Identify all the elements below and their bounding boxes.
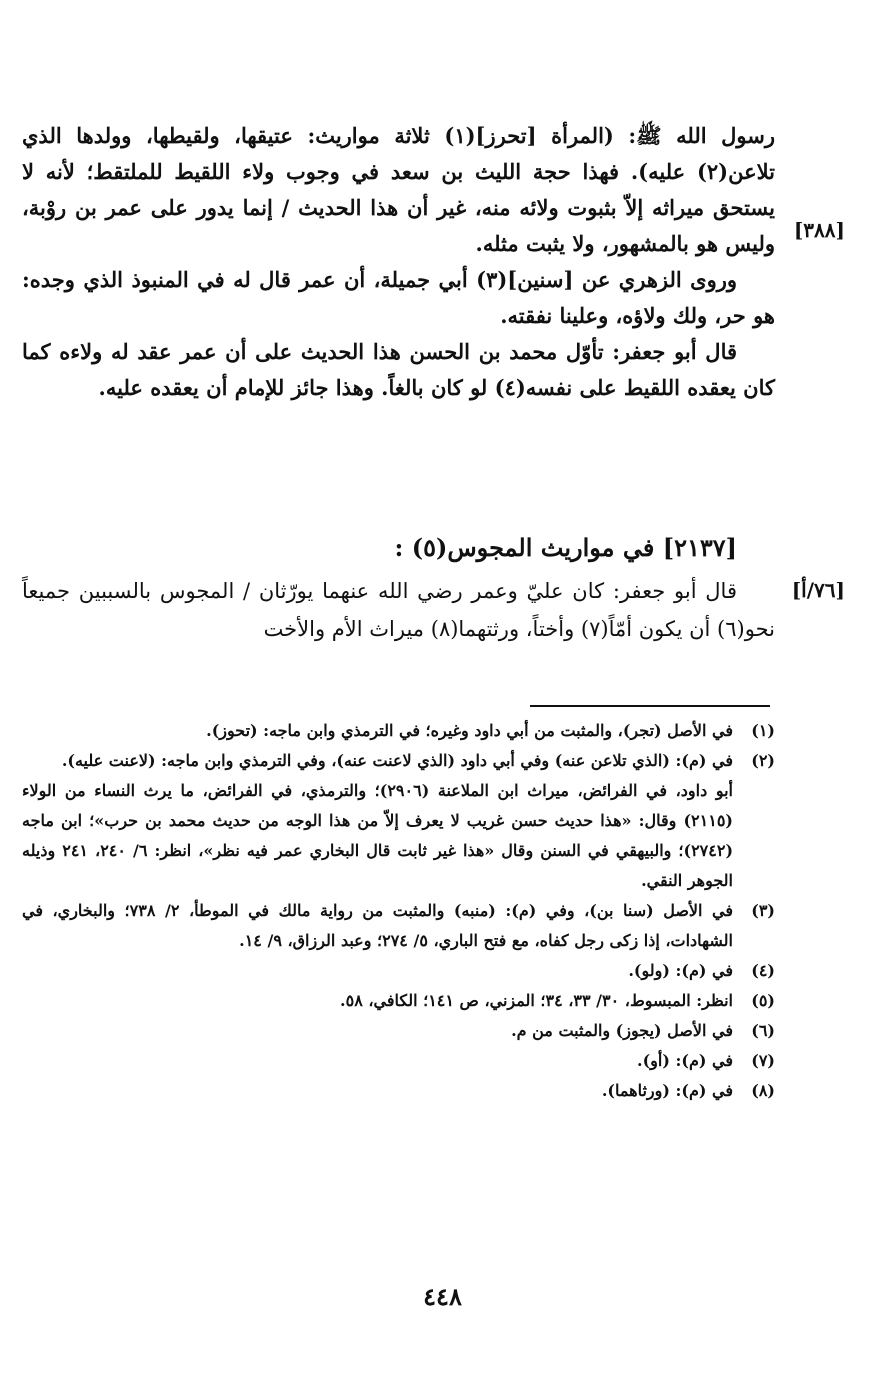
footnote-number: (٦) <box>751 1021 775 1040</box>
folio-marker: [٧٦/أ] <box>791 578 845 602</box>
footnote <box>22 1016 775 1046</box>
footnote <box>22 1046 775 1076</box>
footnote <box>22 1076 775 1106</box>
footnote <box>22 956 775 986</box>
footnotes <box>22 716 775 1106</box>
footnote-number: (٥) <box>751 991 775 1010</box>
footnote-text: في الأصل (تجر)، والمثبت من أبي داود وغيره؛ في الترمذي وابن ماجه: (تحوز). <box>206 721 733 740</box>
footnote-number: (٧) <box>751 1051 775 1070</box>
paragraph-1: رسول الله ﷺ: (المرأة [تحرز](١) ثلاثة مواريث: عتيقها، ولقيطها، وولدها الذي تلاعن(٢) عليه). فهذا حجة الليث بن سعد في وجوب ولاء اللقيط للملتقط؛ لأنه لا يستحق ميراثه إلاّ بثبوت ولائه منه، غير أن هذا الحديث / إنما يدور على عمر بن روْبة، وليس هو بالمشهور، ولا يثبت مثله. <box>22 123 775 256</box>
footnote-text: في (م): (الذي تلاعن عنه) وفي أبي داود (الذي لاعنت عنه)، وفي الترمذي وابن ماجه: (لاعنت عليه). <box>61 751 733 770</box>
footnote-number: (١) <box>751 721 775 740</box>
footnote-text: في (م): (ورثاهما). <box>601 1081 733 1100</box>
section-text <box>22 572 775 648</box>
paragraph-2: وروى الزهري عن [سنين](٣) أبي جميلة، أن عمر قال له في المنبوذ الذي وجده: هو حر، ولك ولاؤه، وعلينا نفقته. <box>22 267 775 328</box>
footnote-text: في (م): (ولو). <box>628 961 733 980</box>
footnote-number: (٨) <box>751 1081 775 1100</box>
footnote <box>22 986 775 1016</box>
main-text <box>22 118 775 406</box>
footnote-number: (٤) <box>751 961 775 980</box>
section-heading: [٢١٣٧] في مواريث المجوس(٥) : <box>394 533 737 562</box>
footnote <box>22 746 775 776</box>
footnote-continuation: أبو داود، في الفرائض، ميراث ابن الملاعنة (٢٩٠٦)؛ والترمذي، في الفرائض، ما يرث النساء من الولاء (٢١١٥) وقال: «هذا حديث حسن غريب لا يعرف إلاّ من هذا الوجه من حديث محمد بن حرب»؛ ابن ماجه (٢٧٤٢)؛ والبيهقي في السنن وقال «هذا غير ثابت قال البخاري عمر فيه نظر»، انظر: ٦/ ٢٤٠، ٢٤١ وذيله الجوهر النقي. <box>22 781 734 890</box>
footnote <box>22 716 775 746</box>
footnote-text: في (م): (أو). <box>637 1051 733 1070</box>
footnote-separator <box>530 705 770 707</box>
paragraph-3: قال أبو جعفر: تأوّل محمد بن الحسن هذا الحديث على أن عمر عقد له ولاءه كما كان يعقده اللقيط على نفسه(٤) لو كان بالغاً. وهذا جائز للإمام أن يعقده عليه. <box>22 339 775 400</box>
footnote-number: (٣) <box>751 901 775 920</box>
footnote-text: في الأصل (يجوز) والمثبت من م. <box>511 1021 733 1040</box>
paragraph-4: قال أبو جعفر: كان عليّ وعمر رضي الله عنهما يورّثان / المجوس بالسببين جميعاً نحو(٦) أن يكون أمّاً(٧) وأختاً، ورثتهما(٨) ميراث الأم والأخت <box>22 579 775 641</box>
footnote <box>22 896 775 956</box>
footnote-text: انظر: المبسوط، ٣٠/ ٣٣، ٣٤؛ المزني، ص ١٤١؛ الكافي، ٥٨. <box>340 991 733 1010</box>
manuscript-page-marker: [٣٨٨] <box>793 218 845 242</box>
footnote-text: في الأصل (سنا بن)، وفي (م): (منبه) والمثبت من رواية مالك في الموطأ، ٢/ ٧٣٨؛ والبخاري، في الشهادات، إذا زكى رجل كفاه، مع فتح الباري، ٥/ ٢٧٤؛ وعبد الرزاق، ٩/ ١٤. <box>22 901 734 950</box>
footnote-number: (٢) <box>751 751 775 770</box>
page-number: ٤٤٨ <box>423 1282 462 1311</box>
